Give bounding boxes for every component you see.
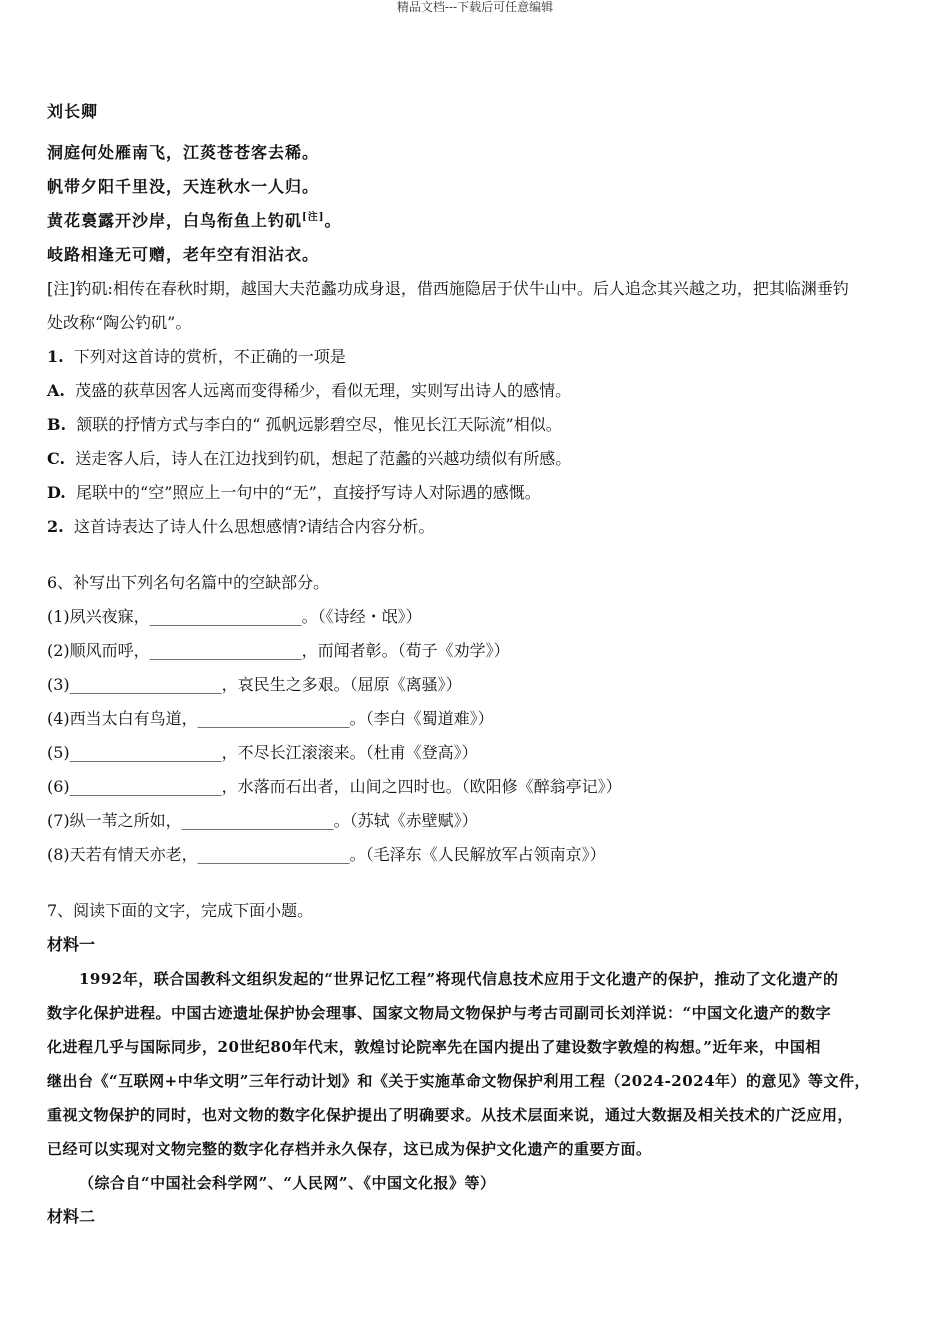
option-a xyxy=(47,374,907,408)
fill-blank-item: (2)顺风而呼，___________________，而闻者彰。（荀子《劝学》） xyxy=(47,641,510,660)
question-text: 这首诗表达了诗人什么思想感情?请结合内容分析。 xyxy=(73,517,435,536)
paragraph-line: 数字化保护进程。中国古迹遗址保护协会理事、国家文物局文物保护与考古司副司长刘洋说：“中国文化遗产的数字 xyxy=(47,1004,832,1022)
option-text: 尾联中的“空”照应上一句中的“无”，直接抒写诗人对际遇的感慨。 xyxy=(76,483,541,502)
fill-blank-item: (5)___________________，不尽长江滚滚来。（杜甫《登高》） xyxy=(47,743,478,762)
question-2 xyxy=(47,510,907,544)
fill-blank-item: (7)纵一苇之所如，___________________。（苏轼《赤壁赋》） xyxy=(47,811,478,830)
poem-line xyxy=(47,204,907,238)
option-d xyxy=(47,476,907,510)
spacer xyxy=(47,872,907,894)
poem-line: 帆带夕阳千里没，天连秋水一人归。 xyxy=(47,177,320,196)
fill-blank-item: (1)夙兴夜寐，___________________。（《诗经・氓》） xyxy=(47,607,422,626)
material-label: 材料一 xyxy=(47,935,96,954)
paragraph-line: 重视文物保护的同时，也对文物的数字化保护提出了明确要求。从技术层面来说，通过大数据及相关技术的广泛应用， xyxy=(47,1106,854,1124)
footnote-line: [注]钓矶:相传在春秋时期，越国大夫范蠡功成身退，借西施隐居于伏牛山中。后人追念其兴越之功，把其临渊垂钓 xyxy=(47,279,849,298)
poem-line: 岐路相逢无可赠，老年空有泪沾衣。 xyxy=(47,245,320,264)
paragraph-line: 继出台《“互联网+中华文明”三年行动计划》和《关于实施革命文物保护利用工程（2024-2024年）的意见》等文件， xyxy=(47,1072,871,1090)
paragraph-line: 1992年，联合国教科文组织发起的“世界记忆工程”将现代信息技术应用于文化遗产的保护，推动了文化遗产的 xyxy=(79,970,839,988)
fill-blank-item: (3)___________________，哀民生之多艰。（屈原《离骚》） xyxy=(47,675,462,694)
poem xyxy=(47,100,907,272)
option-text: 颔联的抒情方式与李白的“ 孤帆远影碧空尽，惟见长江天际流”相似。 xyxy=(76,415,562,434)
option-text: 送走客人后，诗人在江边找到钓矶，想起了范蠡的兴越功绩似有所感。 xyxy=(75,449,572,468)
paragraph-line: 已经可以实现对文物完整的数字化存档并永久保存，这已成为保护文化遗产的重要方面。 xyxy=(47,1140,652,1158)
option-label: B. xyxy=(47,415,67,434)
fill-blank-item: (6)___________________，水落而石出者，山间之四时也。（欧阳修《醉翁亭记》） xyxy=(47,777,622,796)
page-header: 精品文档---下载后可任意编辑 xyxy=(396,0,554,14)
paragraph-line: 化进程几乎与国际同步，20世纪80年代末，敦煌讨论院率先在国内提出了建设数字敦煌的构想。”近年来，中国相 xyxy=(47,1038,821,1056)
footnote-line: 处改称“陶公钓矶”。 xyxy=(47,313,192,332)
footnote-mark: [注] xyxy=(302,212,325,223)
document-body xyxy=(47,100,907,1234)
material-one-paragraph xyxy=(47,962,907,1200)
fill-blank-item: (8)天若有情天亦老，___________________。（毛泽东《人民解放军占领南京》） xyxy=(47,845,606,864)
option-b xyxy=(47,408,907,442)
poem-line: 洞庭何处雁南飞，江菼苍苍客去稀。 xyxy=(47,143,320,162)
option-label: C. xyxy=(47,449,66,468)
option-label: D. xyxy=(47,483,66,502)
poem-author: 刘长卿 xyxy=(47,102,99,121)
question-7-title: 7、阅读下面的文字，完成下面小题。 xyxy=(47,901,314,920)
option-label: A. xyxy=(47,381,65,400)
poem-line-text: 黄花裛露开沙岸，白鸟衔鱼上钓矶 xyxy=(47,211,303,230)
question-text: 下列对这首诗的赏析，不正确的一项是 xyxy=(73,347,346,366)
spacer xyxy=(47,544,907,566)
option-text: 茂盛的荻草因客人远离而变得稀少，看似无理，实则写出诗人的感情。 xyxy=(75,381,572,400)
source-citation: （综合自“中国社会科学网”、“人民网”、《中国文化报》等） xyxy=(79,1174,496,1192)
option-c xyxy=(47,442,907,476)
fill-blank-item: (4)西当太白有鸟道，___________________。（李白《蜀道难》） xyxy=(47,709,494,728)
poem-line-end: 。 xyxy=(324,211,342,230)
question-number: 2. xyxy=(47,517,64,536)
question-1 xyxy=(47,340,907,374)
question-6-title: 6、补写出下列名句名篇中的空缺部分。 xyxy=(47,573,330,592)
question-number: 1. xyxy=(47,347,64,366)
material-label: 材料二 xyxy=(47,1207,96,1226)
